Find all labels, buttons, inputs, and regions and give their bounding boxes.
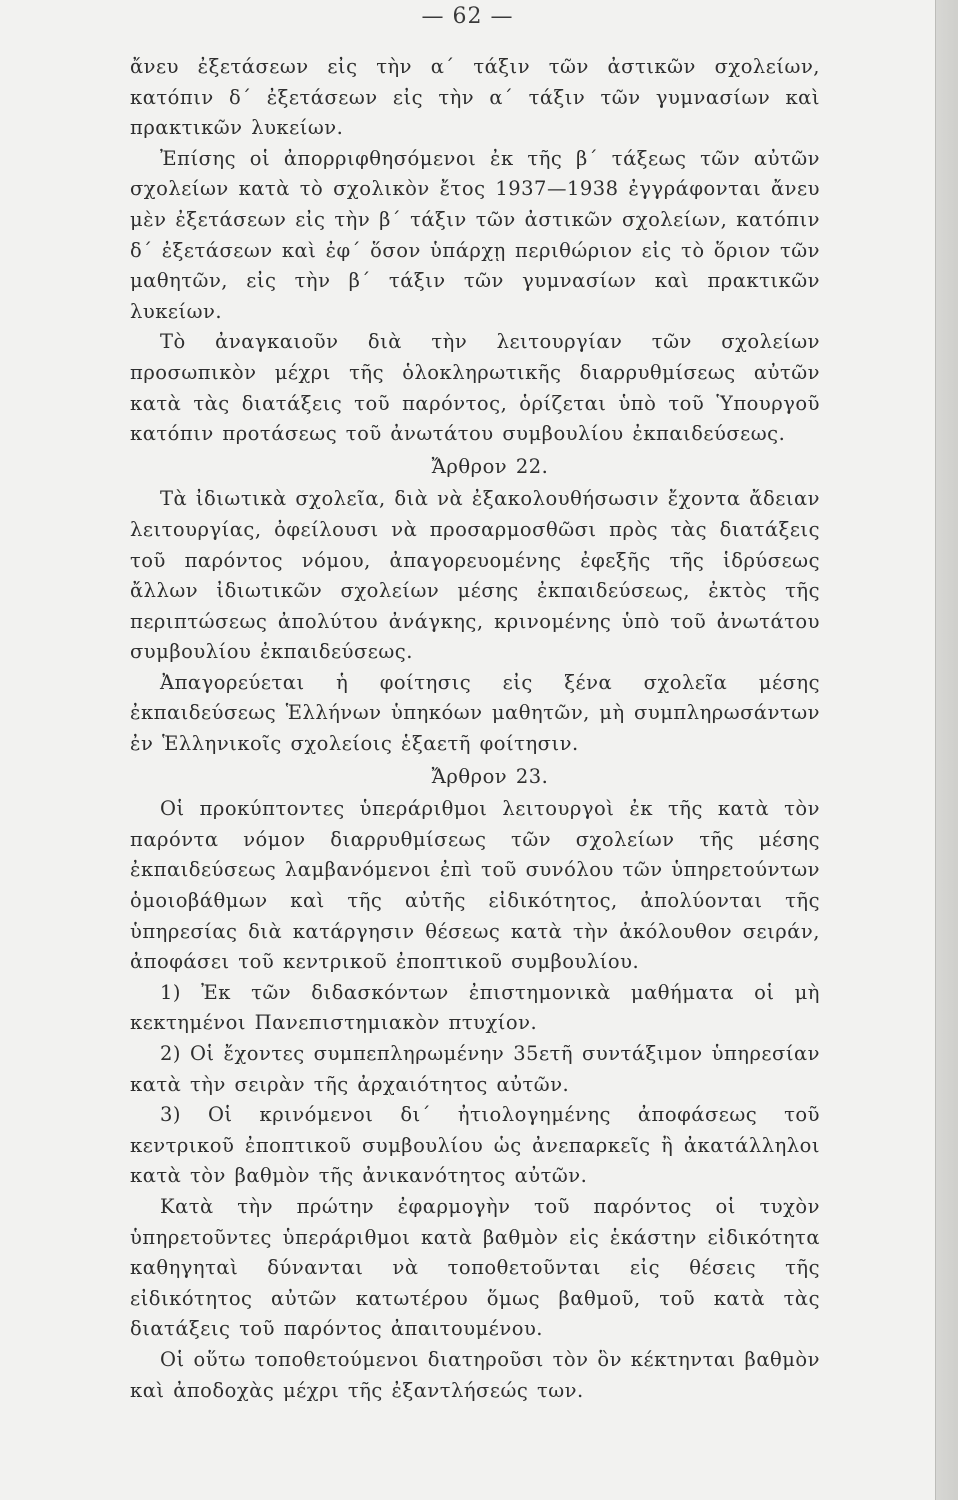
paragraph: Τὸ ἀναγκαιοῦν διὰ τὴν λειτουργίαν τῶν σχολείων προσωπικὸν μέχρι τῆς ὁλοκληρωτικῆς διαρρυθμίσεως αὐτῶν κατὰ τὰς διατάξεις τοῦ παρόντος, ὁρίζεται ὑπὸ τοῦ Ὑπουργοῦ κατόπιν προτάσεως τοῦ ἀνωτάτου συμβουλίου ἐκπαιδεύσεως. [130, 330, 820, 446]
paragraph: Τὰ ἰδιωτικὰ σχολεῖα, διὰ νὰ ἐξακολουθήσωσιν ἔχοντα ἄδειαν λειτουργίας, ὀφείλουσι νὰ προσαρμοσθῶσι πρὸς τὰς διατάξεις τοῦ παρόντος νόμου, ἀπαγορευομένης ἐφεξῆς τῆς ἱδρύσεως ἄλλων ἰδιωτικῶν σχολείων μέσης ἐκπαιδεύσεως, ἐκτὸς τῆς περιπτώσεως ἀπολύτου ἀνάγκης, κρινομένης ὑπὸ τοῦ ἀνωτάτου συμβουλίου ἐκπαιδεύσεως. [130, 487, 820, 664]
paragraph: ἄνευ ἐξετάσεων εἰς τὴν α΄ τάξιν τῶν ἀστικῶν σχολείων, κατόπιν δ΄ ἐξετάσεων εἰς τὴν α΄ τάξιν τῶν γυμνασίων καὶ πρακτικῶν λυκείων. [130, 55, 820, 140]
paragraph: Κατὰ τὴν πρώτην ἐφαρμογὴν τοῦ παρόντος οἱ τυχὸν ὑπηρετοῦντες ὑπεράριθμοι κατὰ βαθμὸν εἰς ἑκάστην εἰδικότητα καθηγηταὶ δύνανται νὰ τοποθετοῦνται εἰς θέσεις τῆς εἰδικότητος αὐτῶν κατωτέρου ὅμως βαθμοῦ, τοῦ κατὰ τὰς διατάξεις τοῦ παρόντος ἀπαιτουμένου. [130, 1194, 820, 1341]
article-heading: Ἄρθρον 23. [431, 764, 549, 788]
paragraph: Οἱ οὕτω τοποθετούμενοι διατηροῦσι τὸν ὃν κέκτηνται βαθμὸν καὶ ἀποδοχὰς μέχρι τῆς ἐξαντλήσεώς των. [130, 1347, 820, 1402]
paragraph: Οἱ προκύπτοντες ὑπεράριθμοι λειτουργοὶ ἐκ τῆς κατὰ τὸν παρόντα νόμον διαρρυθμίσεως τῶν σχολείων τῆς μέσης ἐκπαιδεύσεως λαμβανόμενοι ἐπὶ τοῦ συνόλου τῶν ὑπηρετούντων ὁμοιοβάθμων καὶ τῆς αὐτῆς εἰδικότητος, ἀπολύονται τῆς ὑπηρεσίας διὰ κατάργησιν θέσεως κατὰ τὴν ἀκόλουθον σειράν, ἀποφάσει τοῦ κεντρικοῦ ἐποπτικοῦ συμβουλίου. [130, 797, 820, 974]
adjacent-page-edge [935, 0, 958, 1500]
list-item: 2) Οἱ ἔχοντες συμπεπληρωμένην 35ετῆ συντάξιμον ὑπηρεσίαν κατὰ τὴν σειρὰν τῆς ἀρχαιότητος αὐτῶν. [130, 1042, 820, 1096]
article-heading: Ἄρθρον 22. [431, 454, 549, 478]
body-text [130, 52, 820, 1406]
page-number: — 62 — [421, 4, 514, 29]
paragraph: Ἐπίσης οἱ ἀπορριφθησόμενοι ἐκ τῆς β΄ τάξεως τῶν αὐτῶν σχολείων κατὰ τὸ σχολικὸν ἔτος 1937—1938 ἐγγράφονται ἄνευ μὲν ἐξετάσεων εἰς τὴν β΄ τάξιν τῶν ἀστικῶν σχολείων, κατόπιν δ΄ ἐξετάσεων καὶ ἐφ΄ ὅσον ὑπάρχῃ περιθώριον εἰς τὸ ὅριον τῶν μαθητῶν, εἰς τὴν β΄ τάξιν τῶν γυμνασίων καὶ πρακτικῶν λυκείων. [130, 146, 820, 323]
list-item: 1) Ἐκ τῶν διδασκόντων ἐπιστημονικὰ μαθήματα οἱ μὴ κεκτημένοι Πανεπιστημιακὸν πτυχίον. [130, 980, 820, 1035]
list-item: 3) Οἱ κρινόμενοι δι΄ ἠτιολογημένης ἀποφάσεως τοῦ κεντρικοῦ ἐποπτικοῦ συμβουλίου ὡς ἀνεπαρκεῖς ἢ ἀκατάλληλοι κατὰ τὸν βαθμὸν τῆς ἀνικανότητος αὐτῶν. [130, 1103, 820, 1188]
paragraph: Ἀπαγορεύεται ἡ φοίτησις εἰς ξένα σχολεῖα μέσης ἐκπαιδεύσεως Ἑλλήνων ὑπηκόων μαθητῶν, μὴ συμπληρωσάντων ἐν Ἑλληνικοῖς σχολείοις ἑξαετῆ φοίτησιν. [130, 670, 820, 756]
